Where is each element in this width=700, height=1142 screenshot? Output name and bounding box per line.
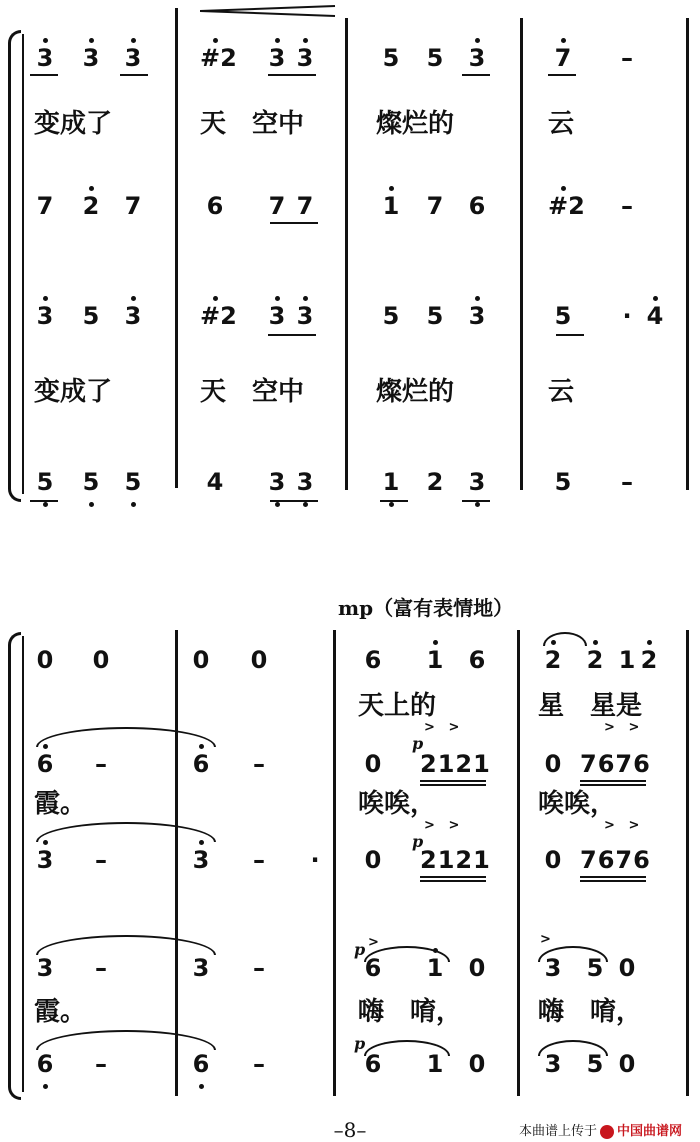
notation-row — [0, 948, 700, 988]
note: 6 — [192, 750, 210, 778]
note: 0 — [92, 646, 110, 674]
beam-underline — [462, 500, 490, 502]
note: 6 — [364, 646, 382, 674]
beam-underline — [268, 334, 316, 336]
dynamic-p: p — [412, 734, 424, 753]
lyric-text: 云 — [548, 109, 575, 139]
note: 2121 — [420, 750, 491, 778]
octave-down-dot — [43, 1084, 48, 1089]
note: – — [253, 846, 265, 874]
note: 5 — [82, 302, 100, 330]
beam-underline — [30, 74, 58, 76]
note: 4 — [646, 302, 664, 330]
octave-up-dot — [303, 296, 308, 301]
octave-up-dot — [593, 640, 598, 645]
note: 5 — [554, 468, 572, 496]
barline — [520, 18, 523, 490]
lyric-text: 嗨 唷， — [358, 997, 463, 1027]
octave-up-dot — [131, 296, 136, 301]
note: 7 — [124, 192, 142, 220]
octave-down-dot — [89, 502, 94, 507]
beam-underline — [548, 74, 576, 76]
lyric-text: 燦烂的 — [376, 377, 455, 407]
note: 0 — [364, 846, 382, 874]
note: 6 — [192, 1050, 210, 1078]
note: 0 — [618, 954, 636, 982]
note: #2 — [548, 192, 585, 220]
note: 0 — [36, 646, 54, 674]
note: 1 — [618, 646, 636, 674]
note: 3 — [36, 846, 54, 874]
octave-up-dot — [43, 840, 48, 845]
note: 3 — [36, 44, 54, 72]
note: 1 — [426, 1050, 444, 1078]
note: 1 — [426, 954, 444, 982]
lyric-text: 变成了 — [34, 109, 113, 139]
lyric-text: 霞。 — [34, 789, 87, 819]
system-brace — [8, 30, 21, 502]
note: 2 — [586, 646, 604, 674]
beam-underline — [462, 74, 490, 76]
crescendo-hairpin — [200, 4, 340, 18]
beam-underline — [30, 500, 58, 502]
octave-up-dot — [303, 38, 308, 43]
octave-up-dot — [43, 744, 48, 749]
octave-up-dot — [89, 38, 94, 43]
octave-up-dot — [551, 640, 556, 645]
note: 5 — [586, 954, 604, 982]
notation-row — [0, 840, 700, 880]
note: – — [253, 954, 265, 982]
dynamic-p: p — [354, 1034, 366, 1053]
notation-row — [0, 1044, 700, 1084]
note: 3 — [468, 302, 486, 330]
octave-up-dot — [89, 186, 94, 191]
octave-up-dot — [475, 296, 480, 301]
note: – — [621, 192, 633, 220]
note: 7 — [554, 44, 572, 72]
note: 0 — [618, 1050, 636, 1078]
octave-down-dot — [43, 502, 48, 507]
lyric-text: 燦烂的 — [376, 109, 455, 139]
beam-underline — [580, 876, 646, 878]
note: 0 — [364, 750, 382, 778]
octave-up-dot — [475, 38, 480, 43]
expression-marking: mp（富有表情地） — [338, 596, 514, 620]
beam-underline — [270, 500, 318, 502]
note: 2 — [82, 192, 100, 220]
barline — [345, 18, 348, 490]
octave-up-dot — [43, 296, 48, 301]
note: 5 — [124, 468, 142, 496]
note: · — [310, 846, 320, 874]
dynamic-p: p — [412, 832, 424, 851]
notation-row — [0, 186, 700, 226]
note: 7676 — [580, 846, 651, 874]
octave-down-dot — [199, 1084, 204, 1089]
lyric-text: 嗨 唷， — [538, 997, 643, 1027]
octave-up-dot — [199, 744, 204, 749]
accent-mark: > > — [424, 720, 460, 735]
lyric-text: 唉唉， — [358, 789, 437, 819]
note: 5 — [426, 44, 444, 72]
lyrics-row — [0, 784, 700, 824]
barline — [686, 18, 689, 490]
note: 3 — [192, 954, 210, 982]
note: – — [621, 44, 633, 72]
octave-up-dot — [433, 948, 438, 953]
barline — [22, 34, 24, 494]
note: 3 — [124, 302, 142, 330]
note: – — [95, 750, 107, 778]
note: 0 — [544, 846, 562, 874]
note: 0 — [468, 1050, 486, 1078]
note: 5 — [382, 44, 400, 72]
octave-up-dot — [213, 38, 218, 43]
note: 5 — [36, 468, 54, 496]
footer-site: 中国曲谱网 — [616, 1124, 682, 1139]
note: 7 — [268, 192, 286, 220]
note: 0 — [250, 646, 268, 674]
note: 3 — [82, 44, 100, 72]
beam-underline — [420, 880, 486, 882]
octave-up-dot — [653, 296, 658, 301]
note: 0 — [544, 750, 562, 778]
accent-mark: > > — [604, 818, 640, 833]
note: 5 — [426, 302, 444, 330]
lyric-text: 星 星是 — [538, 691, 643, 721]
beam-underline — [420, 876, 486, 878]
note: – — [253, 750, 265, 778]
lyric-text: 唉唉， — [538, 789, 617, 819]
footer-prefix: 本曲谱上传于 — [518, 1124, 597, 1139]
octave-up-dot — [275, 296, 280, 301]
octave-down-dot — [389, 502, 394, 507]
note: 0 — [468, 954, 486, 982]
note: 3 — [544, 954, 562, 982]
lyric-text: 天上的 — [358, 691, 437, 721]
beam-underline — [268, 74, 316, 76]
note: 6 — [36, 750, 54, 778]
octave-up-dot — [199, 840, 204, 845]
octave-up-dot — [433, 640, 438, 645]
note: 3 — [124, 44, 142, 72]
beam-underline — [556, 334, 584, 336]
site-logo-icon — [600, 1125, 614, 1139]
notation-row — [0, 640, 700, 680]
note: 2 — [544, 646, 562, 674]
lyrics-row — [0, 992, 700, 1032]
note: 1 — [426, 646, 444, 674]
accent-mark: > > — [424, 818, 460, 833]
note: – — [95, 846, 107, 874]
note: #2 — [200, 44, 237, 72]
beam-underline — [580, 880, 646, 882]
note: 0 — [192, 646, 210, 674]
octave-up-dot — [43, 38, 48, 43]
accent-mark: > — [368, 935, 379, 950]
lyrics-row — [0, 372, 700, 412]
note: 5 — [82, 468, 100, 496]
note: 2 — [426, 468, 444, 496]
lyric-text: 变成了 — [34, 377, 113, 407]
beam-underline — [580, 780, 646, 782]
notation-row — [0, 38, 700, 78]
dynamic-p: p — [354, 940, 366, 959]
note: – — [253, 1050, 265, 1078]
note: 1 — [382, 468, 400, 496]
note: 3 — [268, 468, 286, 496]
note: 2121 — [420, 846, 491, 874]
beam-underline — [420, 780, 486, 782]
note: · — [622, 302, 632, 330]
note: 1 — [382, 192, 400, 220]
note: 7676 — [580, 750, 651, 778]
note: 6 — [364, 954, 382, 982]
note: 3 — [192, 846, 210, 874]
note: 3 — [296, 44, 314, 72]
note: – — [621, 468, 633, 496]
octave-up-dot — [131, 38, 136, 43]
note: 3 — [268, 44, 286, 72]
note: 7 — [426, 192, 444, 220]
note: 5 — [586, 1050, 604, 1078]
note: 6 — [468, 192, 486, 220]
lyric-text: 云 — [548, 377, 575, 407]
octave-down-dot — [475, 502, 480, 507]
octave-up-dot — [561, 186, 566, 191]
note: 6 — [36, 1050, 54, 1078]
octave-down-dot — [275, 502, 280, 507]
note: 2 — [640, 646, 658, 674]
lyric-text: 天 空中 — [200, 377, 305, 407]
octave-up-dot — [389, 186, 394, 191]
octave-down-dot — [303, 502, 308, 507]
note: 5 — [554, 302, 572, 330]
notation-row — [0, 744, 700, 784]
octave-up-dot — [647, 640, 652, 645]
note: 6 — [364, 1050, 382, 1078]
note: #2 — [200, 302, 237, 330]
accent-mark: > > — [604, 720, 640, 735]
note: 3 — [544, 1050, 562, 1078]
octave-up-dot — [213, 296, 218, 301]
note: 3 — [268, 302, 286, 330]
note: 3 — [468, 44, 486, 72]
note: 7 — [36, 192, 54, 220]
beam-underline — [120, 74, 148, 76]
note: 7 — [296, 192, 314, 220]
lyrics-row — [0, 104, 700, 144]
note: – — [95, 954, 107, 982]
page-number: –8– — [333, 1118, 367, 1142]
lyrics-row — [0, 686, 700, 726]
beam-underline — [380, 500, 408, 502]
beam-underline — [270, 222, 318, 224]
note: 3 — [296, 302, 314, 330]
note: – — [95, 1050, 107, 1078]
accent-mark: > — [540, 932, 551, 947]
note: 6 — [468, 646, 486, 674]
barline — [175, 8, 178, 488]
note: 3 — [36, 954, 54, 982]
lyric-text: 天 空中 — [200, 109, 305, 139]
note: 6 — [206, 192, 224, 220]
octave-up-dot — [561, 38, 566, 43]
octave-up-dot — [275, 38, 280, 43]
note: 4 — [206, 468, 224, 496]
lyric-text: 霞。 — [34, 997, 87, 1027]
note: 3 — [296, 468, 314, 496]
note: 3 — [468, 468, 486, 496]
notation-row — [0, 296, 700, 336]
note: 5 — [382, 302, 400, 330]
tie — [36, 822, 216, 842]
notation-row — [0, 462, 700, 502]
octave-down-dot — [131, 502, 136, 507]
note: 3 — [36, 302, 54, 330]
source-footer — [519, 1120, 682, 1139]
